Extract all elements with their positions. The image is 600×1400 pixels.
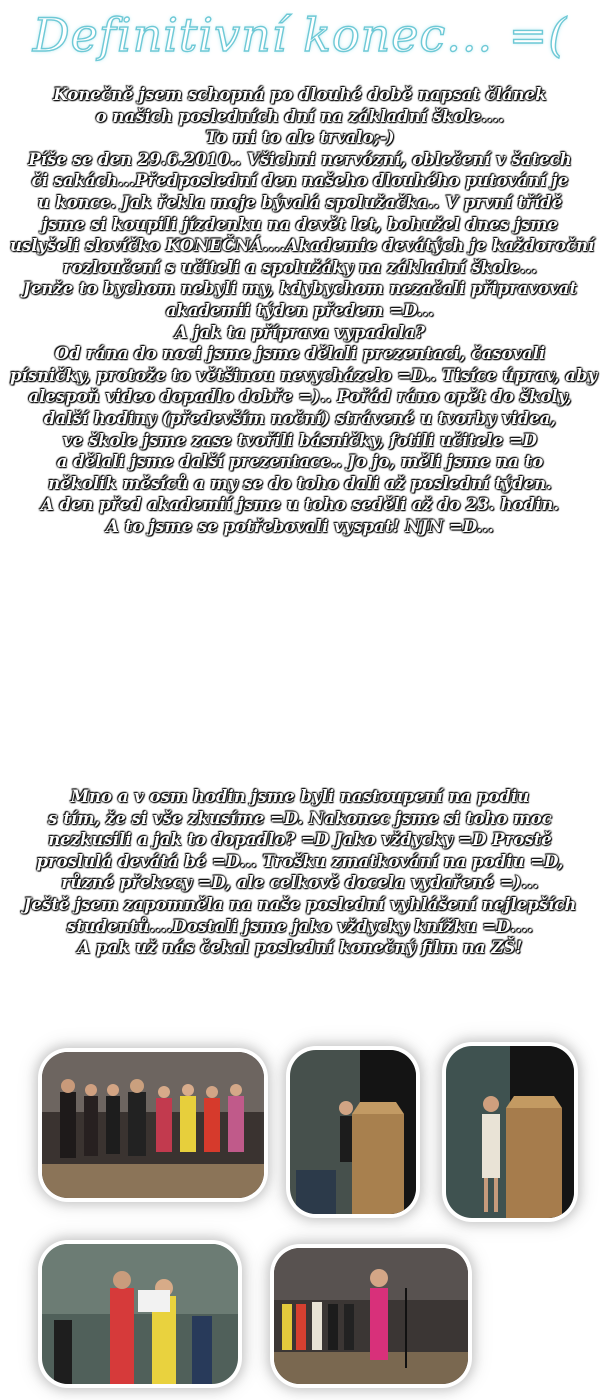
text-line: To mi to ale trvalo;-) — [205, 128, 395, 148]
text-line: ve škole jsme zase tvořili básničky, fotili učitele =D — [62, 430, 538, 450]
text-line: další hodiny (především noční) strávené u tvorby videa, — [43, 408, 557, 428]
text-line: Píše se den 29.6.2010.. Všichni nervózní, oblečení v šatech — [28, 149, 572, 169]
text-line: Od rána do noci jsme jsme dělali prezentaci, časovali — [54, 344, 546, 364]
text-line: o našich posledních dní na základní škole.... — [95, 106, 505, 126]
text-line: rozloučení s učiteli a spolužáky na základní škole... — [62, 257, 538, 277]
text-line: proslulá devátá bé =D... Trošku zmatkování na podiu =D, — [36, 851, 564, 871]
text-line: u konce. Jak řekla moje bývalá spolužačka.. V první třídě — [37, 192, 563, 212]
article-paragraph-1 — [10, 84, 598, 537]
text-line: několik měsíců a my se do toho dali až poslední týden. — [48, 473, 552, 493]
text-line: různé překecy =D, ale celkově docela vydařené =)... — [61, 873, 539, 893]
text-line: alespoň video dopadlo dobře =).. Pořád ráno opět do školy, — [28, 387, 572, 407]
photo-speaker-at-lectern-2 — [446, 1046, 574, 1218]
text-line: nezkusili a jak to dopadlo? =D Jako vždycky =D Prostě — [48, 830, 552, 850]
text-line: A pak už nás čekal poslední konečný film na ZŠ! — [77, 938, 523, 958]
text-line: s tím, že si vše zkusíme =D. Nakonec jsme si toho moc — [48, 808, 552, 828]
text-line: písničky, protože to většinou nevycházelo =D.. Tisíce úprav, aby — [10, 365, 598, 385]
text-line: A jak ta příprava vypadala? — [174, 322, 426, 342]
text-line: a dělali jsme další prezentace.. Jo jo, měli jsme na to — [56, 452, 544, 472]
text-line: Jenže to bychom nebyli my, kdybychom nezačali připravovat — [23, 279, 577, 299]
photo-reading-certificate — [42, 1244, 238, 1384]
text-line: akademii týden předem =D... — [165, 300, 435, 320]
text-line: studentů....Dostali jsme jako vždycky knížku =D.... — [66, 916, 534, 936]
text-line: Mno a v osm hodin jsme byli nastoupení na podiu — [70, 787, 530, 806]
text-line: či sakách...Předposlední den našeho dlouhého putování je — [31, 171, 569, 191]
text-line: Konečně jsem schopná po dlouhé době napsat článek — [53, 85, 547, 104]
article-paragraph-2 — [10, 786, 590, 959]
photo-girl-at-microphone — [274, 1248, 468, 1384]
text-line: A den před akademií jsme u toho seděli až do 23. hodin. — [40, 495, 560, 515]
text-line: jsme si koupili jízdenku na devět let, bohužel dnes jsme — [41, 214, 559, 234]
text-line: uslyšeli slovíčko KONEČNÁ....Akademie devátých je každoroční — [10, 236, 595, 256]
photo-speaker-at-lectern-1 — [290, 1050, 416, 1214]
article-title: Definitivní konec... =( — [32, 8, 568, 62]
text-line: Ještě jsem zapomněla na naše poslední vyhlášení nejlepších — [23, 894, 577, 914]
text-line: A to jsme se potřebovali vyspat! NJN =D... — [106, 516, 494, 536]
photo-students-on-stage — [42, 1052, 264, 1198]
